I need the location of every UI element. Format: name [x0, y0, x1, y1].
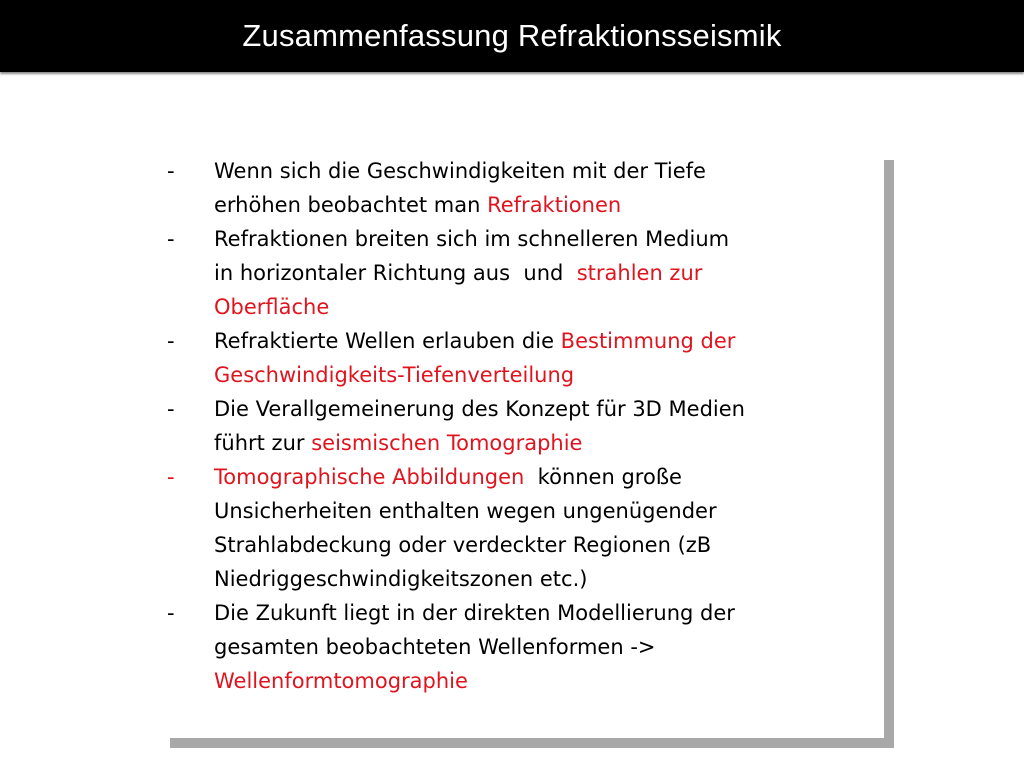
content-box [160, 150, 884, 738]
bullet-line [214, 188, 884, 222]
bullet-line [214, 358, 884, 392]
bullet-line [214, 426, 884, 460]
highlighted-term: seismischen Tomographie [311, 431, 583, 455]
bullet-dash: - [167, 159, 175, 183]
bullet-text: Refraktionen breiten sich im schnelleren Medium [214, 227, 730, 251]
bullet-text: gesamten beobachteten Wellenformen -> [214, 635, 656, 659]
bullet-text: in horizontaler Richtung aus und [214, 261, 577, 285]
highlighted-term: Oberfläche [214, 295, 330, 319]
highlighted-term: strahlen zur [576, 261, 703, 285]
bullet-dash: - [167, 227, 175, 251]
bullet-line [214, 392, 884, 426]
bullet-line [214, 460, 884, 494]
bullet-line [214, 256, 884, 290]
highlighted-term: Tomographische Abbildungen [214, 465, 525, 489]
title-bar [0, 0, 1024, 72]
highlighted-term: Bestimmung der [560, 329, 736, 353]
highlighted-term: Geschwindigkeits-Tiefenverteilung [214, 363, 575, 387]
bullet-list [160, 154, 884, 698]
bullet-text: erhöhen beobachtet man [214, 193, 488, 217]
bullet-item-2 [160, 222, 884, 324]
bullet-text: Unsicherheiten enthalten wegen ungenügender [214, 499, 717, 523]
bullet-line [214, 324, 884, 358]
bullet-item-5 [160, 460, 884, 596]
bullet-line [214, 664, 884, 698]
bullet-dash: - [167, 601, 175, 625]
bullet-text: Niedriggeschwindigkeitszonen etc.) [214, 567, 588, 591]
highlighted-term: Refraktionen [487, 193, 622, 217]
bullet-line [214, 596, 884, 630]
bullet-line [214, 290, 884, 324]
bullet-dash: - [167, 465, 175, 489]
bullet-line [214, 494, 884, 528]
slide-title: Zusammenfassung Refraktionsseismik [242, 18, 782, 53]
bullet-line [214, 630, 884, 664]
bullet-text: Refraktierte Wellen erlauben die [214, 329, 561, 353]
highlighted-term: Wellenformtomographie [214, 669, 468, 693]
bullet-line [214, 528, 884, 562]
bullet-text: Die Zukunft liegt in der direkten Modellierung der [214, 601, 735, 625]
bullet-text: führt zur [214, 431, 312, 455]
bullet-line [214, 222, 884, 256]
bullet-item-3 [160, 324, 884, 392]
bullet-text: Wenn sich die Geschwindigkeiten mit der Tiefe [214, 159, 706, 183]
bullet-item-4 [160, 392, 884, 460]
bullet-text: Die Verallgemeinerung des Konzept für 3D Medien [214, 397, 745, 421]
bullet-dash: - [167, 397, 175, 421]
bullet-text: Strahlabdeckung oder verdeckter Regionen (zB [214, 533, 712, 557]
bullet-item-1 [160, 154, 884, 222]
bullet-text: können große [524, 465, 682, 489]
bullet-item-6 [160, 596, 884, 698]
bullet-line [214, 154, 884, 188]
bullet-line [214, 562, 884, 596]
bullet-dash: - [167, 329, 175, 353]
